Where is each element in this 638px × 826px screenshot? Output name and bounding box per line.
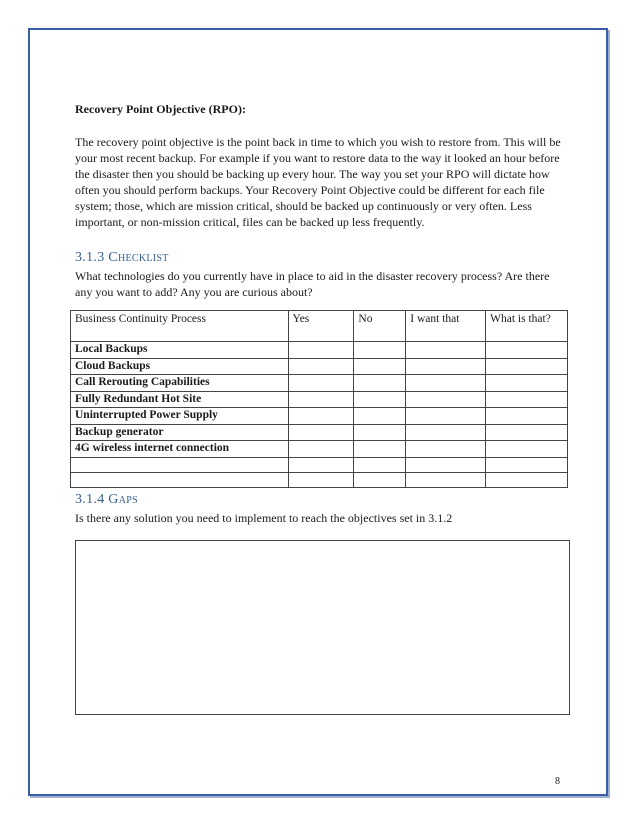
checkbox-cell[interactable] (288, 472, 354, 487)
checkbox-cell[interactable] (406, 472, 486, 487)
rpo-heading: Recovery Point Objective (RPO): (75, 102, 246, 116)
checklist-intro: What technologies do you currently have in place to aid in the disaster recovery process? Are there any you want to add? Any you are curious about? (75, 269, 550, 299)
column-header: What is that? (486, 311, 568, 342)
checkbox-cell[interactable] (354, 342, 406, 359)
checkbox-cell[interactable] (288, 358, 354, 375)
checkbox-cell[interactable] (406, 375, 486, 392)
checkbox-cell[interactable] (486, 408, 568, 425)
table-row (71, 375, 568, 392)
column-header: Yes (288, 311, 354, 342)
checkbox-cell[interactable] (288, 424, 354, 441)
table-row (71, 457, 568, 472)
checkbox-cell[interactable] (486, 358, 568, 375)
checkbox-cell[interactable] (406, 408, 486, 425)
table-row (71, 424, 568, 441)
checkbox-cell[interactable] (486, 457, 568, 472)
rpo-paragraph: The recovery point objective is the point back in time to which you wish to restore from. This will be your most recent backup. For example if you want to restore data to the way it looked an hour before the disaster then you should be backing up every hour. The way you set your RPO will dictate how often you should perform backups. Your Recovery Point Objective could be different for each file system; those, which are mission critical, should be backed up continuously or very often. Less important, or non-mission critical, files can be backed up less frequently. (75, 135, 561, 230)
column-header: No (354, 311, 406, 342)
checkbox-cell[interactable] (354, 375, 406, 392)
checkbox-cell[interactable] (406, 342, 486, 359)
process-name-cell: Fully Redundant Hot Site (71, 391, 289, 408)
checkbox-cell[interactable] (406, 441, 486, 458)
checkbox-cell[interactable] (354, 441, 406, 458)
gaps-intro: Is there any solution you need to implement to reach the objectives set in 3.1.2 (75, 511, 453, 525)
gaps-heading: 3.1.4 Gaps (75, 492, 138, 507)
checkbox-cell[interactable] (354, 391, 406, 408)
checkbox-cell[interactable] (354, 408, 406, 425)
checkbox-cell[interactable] (288, 375, 354, 392)
checkbox-cell[interactable] (354, 457, 406, 472)
checkbox-cell[interactable] (354, 358, 406, 375)
checkbox-cell[interactable] (288, 408, 354, 425)
checkbox-cell[interactable] (406, 391, 486, 408)
process-name-cell: Backup generator (71, 424, 289, 441)
table-row (71, 472, 568, 487)
checkbox-cell[interactable] (486, 441, 568, 458)
checkbox-cell[interactable] (354, 424, 406, 441)
checkbox-cell[interactable] (354, 472, 406, 487)
checklist-table (70, 310, 568, 488)
page-number: 8 (555, 776, 560, 787)
column-header: I want that (406, 311, 486, 342)
table-header-row (71, 311, 568, 342)
checkbox-cell[interactable] (288, 457, 354, 472)
checkbox-cell[interactable] (486, 472, 568, 487)
table-row (71, 391, 568, 408)
table-row (71, 358, 568, 375)
process-name-cell: Call Rerouting Capabilities (71, 375, 289, 392)
process-name-cell (71, 472, 289, 487)
process-name-cell: Uninterrupted Power Supply (71, 408, 289, 425)
checkbox-cell[interactable] (406, 424, 486, 441)
checkbox-cell[interactable] (406, 358, 486, 375)
checkbox-cell[interactable] (486, 424, 568, 441)
checkbox-cell[interactable] (288, 391, 354, 408)
process-name-cell: Local Backups (71, 342, 289, 359)
gaps-answer-box[interactable] (75, 540, 570, 715)
column-header: Business Continuity Process (71, 311, 289, 342)
checkbox-cell[interactable] (486, 375, 568, 392)
process-name-cell (71, 457, 289, 472)
checkbox-cell[interactable] (406, 457, 486, 472)
checkbox-cell[interactable] (486, 391, 568, 408)
checklist-heading: 3.1.3 Checklist (75, 250, 169, 265)
process-name-cell: 4G wireless internet connection (71, 441, 289, 458)
checkbox-cell[interactable] (288, 342, 354, 359)
table-row (71, 342, 568, 359)
checkbox-cell[interactable] (486, 342, 568, 359)
checkbox-cell[interactable] (288, 441, 354, 458)
table-row (71, 408, 568, 425)
process-name-cell: Cloud Backups (71, 358, 289, 375)
table-row (71, 441, 568, 458)
